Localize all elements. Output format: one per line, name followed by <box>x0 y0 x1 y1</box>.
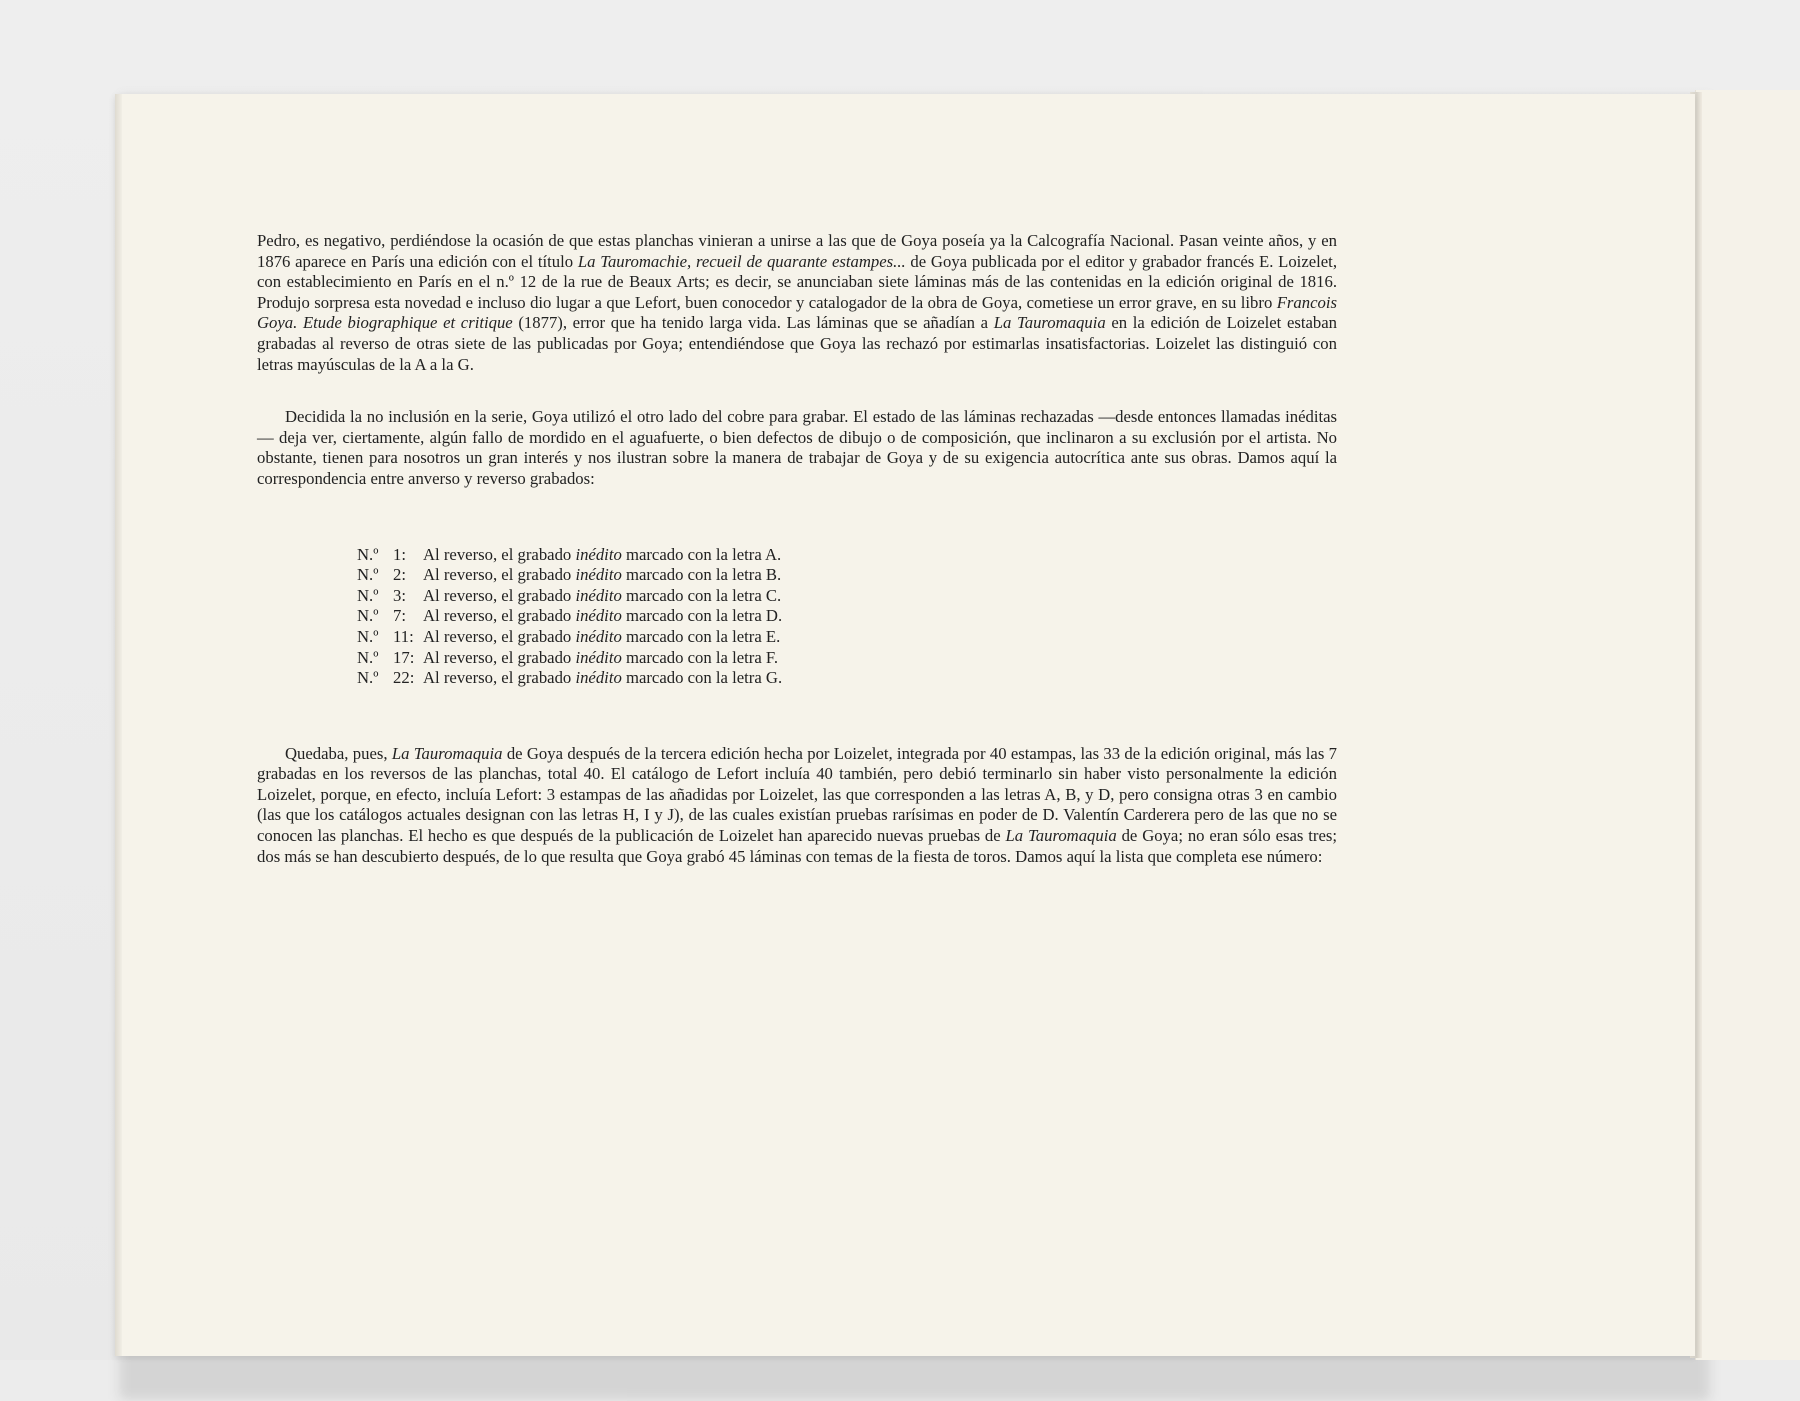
paragraph-1-text-g: en la edición de Loizelet estaban grabadas al reverso de otras siete de las publicadas por Goya; entendiéndose que Goya las rechazó por estimarlas insatisfactorias. Loizelet las distinguió con letras mayúsculas de la A a la G. <box>257 313 1337 374</box>
list-item-prefix: N.º <box>357 647 379 667</box>
correspondence-list <box>357 545 1337 689</box>
list-item-italic: inédito <box>575 565 622 585</box>
list-item-post: marcado con la letra F. <box>621 647 779 667</box>
list-item-italic: inédito <box>575 606 622 626</box>
paragraph-1-text-c: de Goya publicada por el editor y grabador francés E. Loizelet, con establecimiento en París en el n.º 12 de la rue de Beaux Arts; es decir, se anunciaban siete láminas más de las contenidas en la edición original de 1816. Produjo sorpresa esta novedad e incluso dio lugar a que Lefort, buen conocedor y catalogador de la obra de Goya, cometiese un error grave, en su libro <box>257 251 1337 312</box>
list-item-pre: Al reverso, el grabado <box>423 544 576 564</box>
paragraph-1-text-a: Pedro, es negativo, perdiéndose la ocasión de que estas planchas vinieran a unirse a las que de Goya poseía ya la Calcografía Nacional. Pasan veinte años, y en 1876 aparece en París una edición con el título <box>257 231 1337 271</box>
list-item-post: marcado con la letra A. <box>621 544 782 564</box>
paragraph-3 <box>257 744 1337 868</box>
list-item-post: marcado con la letra D. <box>621 606 783 626</box>
paragraph-1-title-lefort-book: Francois Goya. Etude biographique et critique <box>257 292 1337 333</box>
list-item-text <box>423 565 1337 586</box>
list-item-text <box>423 627 1337 648</box>
list-item-num: 7: <box>393 606 406 626</box>
list-item-post: marcado con la letra E. <box>621 626 781 646</box>
list-item-italic: inédito <box>575 647 622 667</box>
facing-page-edge <box>1695 90 1800 1360</box>
list-item-text <box>423 648 1337 669</box>
list-item-pre: Al reverso, el grabado <box>423 565 576 585</box>
paragraph-1 <box>257 231 1337 375</box>
paragraph-3-title-tauromaquia-1: La Tauromaquia <box>391 743 503 763</box>
list-item-pre: Al reverso, el grabado <box>423 668 576 688</box>
list-item-number <box>357 545 423 566</box>
list-item-text <box>423 606 1337 627</box>
list-item-number <box>357 565 423 586</box>
list-item <box>357 668 1337 689</box>
list-item-number <box>357 586 423 607</box>
page-edge-left <box>115 94 122 1356</box>
list-item-prefix: N.º <box>357 565 379 585</box>
list-item-prefix: N.º <box>357 606 379 626</box>
list-item-italic: inédito <box>575 544 622 564</box>
list-item-pre: Al reverso, el grabado <box>423 585 576 605</box>
list-item-num: 2: <box>393 565 406 585</box>
list-item-number <box>357 648 423 669</box>
list-item-post: marcado con la letra C. <box>621 585 782 605</box>
paragraph-3-text-c: de Goya después de la tercera edición hecha por Loizelet, integrada por 40 estampas, las 33 de la edición original, más las 7 grabadas en los reversos de las planchas, total 40. El catálogo de Lefort incluía 40 también, pero debió terminarlo sin haber visto personalmente la edición Loizelet, porque, en efecto, incluía Lefort: 3 estampas de las añadidas por Loizelet, las que corresponden a las letras A, B, y D, pero consigna otras 3 en cambio (las que los catálogos actuales designan con las letras H, I y J), de las cuales existían pruebas rarísimas en poder de D. Valentín Carderera pero de las que no se conocen las planchas. El hecho es que después de la publicación de Loizelet han aparecido nuevas pruebas de <box>257 743 1337 846</box>
list-item <box>357 565 1337 586</box>
paragraph-1-title-tauromaquia: La Tauromaquia <box>993 313 1106 333</box>
list-item-num: 22: <box>393 668 415 688</box>
list-item-italic: inédito <box>575 585 622 605</box>
list-item <box>357 627 1337 648</box>
list-item <box>357 606 1337 627</box>
list-item-pre: Al reverso, el grabado <box>423 626 576 646</box>
paragraph-3-title-tauromaquia-2: La Tauromaquia <box>1005 826 1117 846</box>
list-item <box>357 545 1337 566</box>
list-item-prefix: N.º <box>357 668 379 688</box>
paragraph-1-title-tauromachie: La Tauromachie, recueil de quarante estampes... <box>577 251 906 271</box>
list-item <box>357 586 1337 607</box>
list-item-italic: inédito <box>575 626 622 646</box>
list-item-num: 1: <box>393 544 406 564</box>
paragraph-2: Decidida la no inclusión en la serie, Goya utilizó el otro lado del cobre para grabar. El estado de las láminas rechazadas —desde entonces llamadas inéditas— deja ver, ciertamente, algún fallo de mordido en el aguafuerte, o bien defectos de dibujo o de composición, que inclinaron a su exclusión por el artista. No obstante, tienen para nosotros un gran interés y nos ilustran sobre la manera de trabajar de Goya y de su exigencia autocrítica ante sus obras. Damos aquí la correspondencia entre anverso y reverso grabados: <box>257 407 1337 488</box>
list-item <box>357 648 1337 669</box>
paragraph-3-text-e: de Goya; no eran sólo esas tres; dos más se han descubierto después, de lo que resulta que Goya grabó 45 láminas con temas de la fiesta de toros. Damos aquí la lista que completa ese número: <box>257 826 1337 866</box>
list-item-number <box>357 606 423 627</box>
list-item-number <box>357 668 423 689</box>
list-item-prefix: N.º <box>357 544 379 564</box>
list-item-post: marcado con la letra B. <box>621 565 782 585</box>
paragraph-3-text-a: Quedaba, pues, <box>285 743 392 763</box>
list-item-num: 3: <box>393 585 406 605</box>
list-item-text <box>423 586 1337 607</box>
paragraph-1-text-e: (1877), error que ha tenido larga vida. Las láminas que se añadían a <box>512 313 994 333</box>
page-text-block <box>257 231 1337 867</box>
list-item-text <box>423 545 1337 566</box>
list-item-pre: Al reverso, el grabado <box>423 606 576 626</box>
list-item-prefix: N.º <box>357 626 379 646</box>
list-item-text <box>423 668 1337 689</box>
list-item-prefix: N.º <box>357 585 379 605</box>
list-item-num: 17: <box>393 647 415 667</box>
list-item-num: 11: <box>393 626 414 646</box>
list-item-italic: inédito <box>575 668 622 688</box>
list-item-post: marcado con la letra G. <box>621 668 783 688</box>
list-item-number <box>357 627 423 648</box>
list-item-pre: Al reverso, el grabado <box>423 647 576 667</box>
